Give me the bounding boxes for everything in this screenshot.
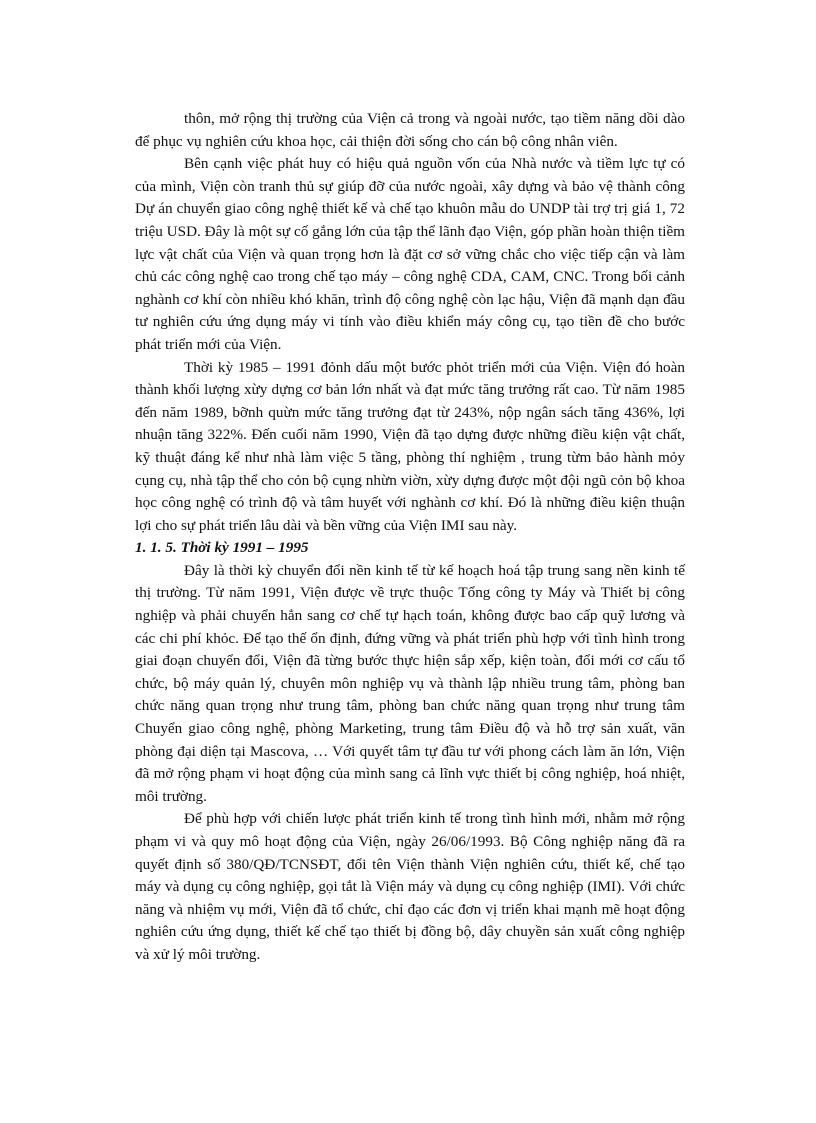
section-heading: 1. 1. 5. Thời kỳ 1991 – 1995 [135, 539, 309, 557]
document-page [135, 108, 685, 967]
paragraph-2: Bên cạnh việc phát huy có hiệu quả nguồn vốn của Nhà nước và tiềm lực tự có của mình, Viện còn tranh thủ sự giúp đỡ của nước ngoài, xây dựng và bảo vệ thành công Dự án chuyển giao công nghệ thiết kế và chế tạo khuôn mẫu do UNDP tài trợ trị giá 1, 72 triệu USD. Đây là một sự cố gắng lớn của tập thể lãnh đạo Viện, góp phần hoàn thiện tiềm lực vật chất của Viện và quan trọng hơn là đặt cơ sở vững chắc cho việc tiếp cận và làm chủ các công nghệ cao trong chế tạo máy – công nghệ CDA, CAM, CNC. Trong bối cảnh nghành cơ khí còn nhiều khó khăn, trình độ công nghệ còn lạc hậu, Viện đã mạnh dạn đầu tư nghiên cứu ứng dụng máy vi tính vào điều khiển máy công cụ, tạo tiền đề cho bước phát triển mới của Viện. [135, 155, 685, 353]
paragraph-5: Để phù hợp với chiến lược phát triển kinh tế trong tình hình mới, nhằm mở rộng phạm vi và quy mô hoạt động của Viện, ngày 26/06/1993. Bộ Công nghiệp năng đã ra quyết định số 380/QĐ/TCNSĐT, đổi tên Viện thành Viện nghiên cứu, thiết kế, chế tạo máy và dụng cụ công nghiệp, gọi tắt là Viện máy và dụng cụ công nghiệp (IMI). Với chức năng và nhiệm vụ mới, Viện đã tổ chức, chỉ đạo các đơn vị triển khai mạnh mẽ hoạt động nghiên cứu ứng dụng, thiết kế chế tạo thiết bị đồng bộ, dây chuyền sản xuất công nghiệp và xử lý môi trường. [135, 810, 685, 963]
paragraph-3: Thời kỳ 1985 – 1991 đỏnh dấu một bước phỏt triển mới của Viện. Viện đó hoàn thành khối lượng xừy dựng cơ bản lớn nhất và đạt mức tăng trưởng rất cao. Từ năm 1985 đến năm 1989, bỡnh quừn mức tăng trưởng đạt từ 243%, nộp ngân sách tăng 436%, lợi nhuận tăng 322%. Đến cuối năm 1990, Viện đã tạo dựng được những điều kiện vật chất, kỹ thuật đáng kể như nhà làm việc 5 tầng, phòng thí nghiệm , trung từm bảo hành mỏy cụng cụ, nhà tập thể cho cỏn bộ cụng nhừn viờn, xừy dựng được một đội ngũ cỏn bộ khoa học công nghệ có trình độ và tâm huyết với nghành cơ khí. Đó là những điều kiện thuận lợi cho sự phát triển lâu dài và bền vững của Viện IMI sau này. [135, 358, 685, 534]
paragraph-4: Đây là thời kỳ chuyển đổi nền kinh tế từ kế hoạch hoá tập trung sang nền kinh tế thị trường. Từ năm 1991, Viện được về trực thuộc Tổng công ty Máy và Thiết bị công nghiệp và phải chuyển hẳn sang cơ chế tự hạch toán, không được bao cấp quỹ lương và các chi phí khỏc. Để tạo thế ổn định, đứng vững và phát triển phù hợp với tình hình trong giai đoạn chuyển đổi, Viện đã từng bước thực hiện sắp xếp, kiện toàn, đổi mới cơ cấu tổ chức, bộ máy quản lý, chuyên môn nghiệp vụ và thành lập nhiều trung tâm, phòng ban chức năng quan trọng như trung tâm, phòng ban chức năng quan trọng như trung tâm Chuyển giao công nghệ, phòng Marketing, trung tâm Điều độ và hỗ trợ sản xuất, văn phòng đại diện tại Mascova, … Với quyết tâm tự đầu tư với phong cách làm ăn lớn, Viện đã mở rộng phạm vi hoạt động của mình sang cả lĩnh vực thiết bị công nghiệp, hoá nhiệt, môi trường. [135, 561, 685, 805]
paragraph-1: thôn, mở rộng thị trường của Viện cả trong và ngoài nước, tạo tiềm năng dồi dào để phục vụ nghiên cứu khoa học, cải thiện đời sống cho cán bộ công nhân viên. [135, 110, 685, 150]
